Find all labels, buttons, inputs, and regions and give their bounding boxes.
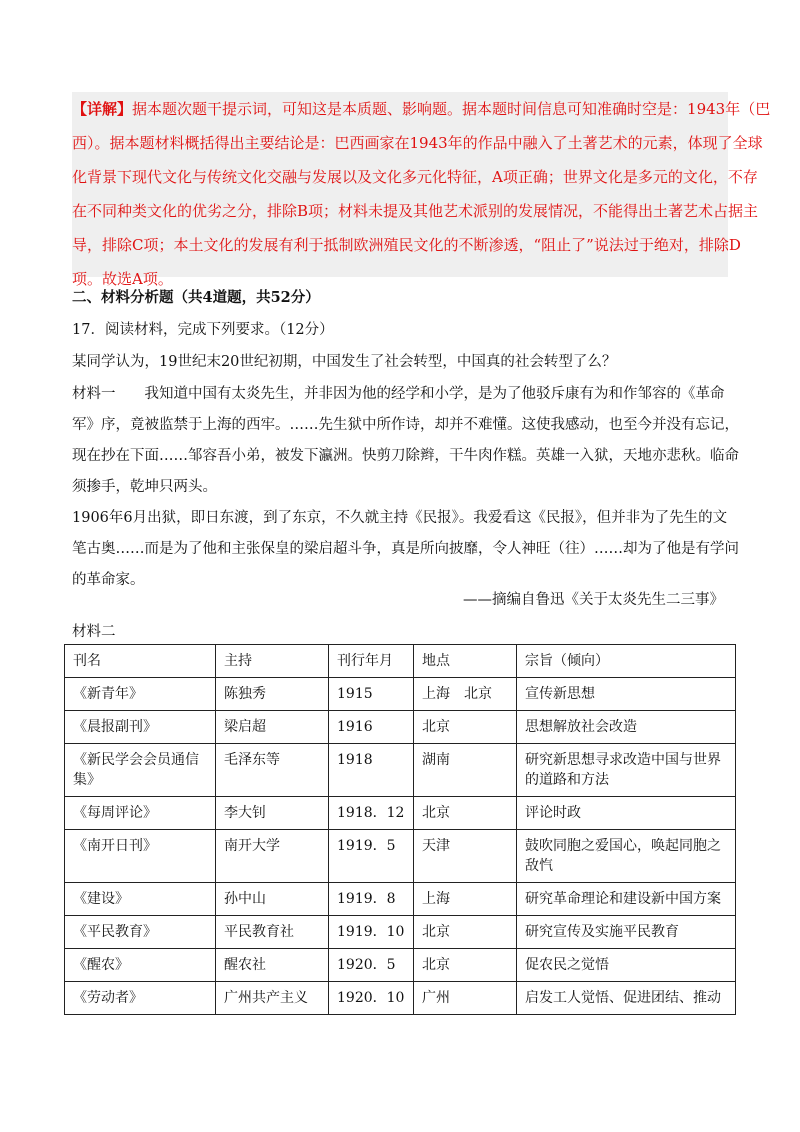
analysis-line: 导，排除C项；本土文化的发展有利于抵制欧洲殖民文化的不断渗透，“阻止了”说法过于绝对，排除D bbox=[72, 236, 741, 254]
table-row bbox=[65, 744, 736, 797]
table-cell: 《新青年》 bbox=[65, 678, 216, 711]
table-cell: 研究宣传及实施平民教育 bbox=[517, 916, 736, 949]
table-cell: 1918 bbox=[329, 744, 414, 797]
table-row bbox=[65, 916, 736, 949]
table-header-cell: 宗旨（倾向） bbox=[517, 645, 736, 678]
question-stem: 17．阅读材料，完成下列要求。（12分） bbox=[72, 322, 334, 338]
table-cell: 广州 bbox=[414, 982, 517, 1015]
table-cell: 北京 bbox=[414, 797, 517, 830]
material1-line: 笔古奥……而是为了他和主张保皇的梁启超斗争，真是所向披靡，令人神旺（往）……却为了他是有学问 bbox=[72, 541, 739, 557]
material2-label: 材料二 bbox=[72, 624, 116, 640]
table-cell: 1916 bbox=[329, 711, 414, 744]
table-header-row bbox=[65, 645, 736, 678]
table-cell: 《每周评论》 bbox=[65, 797, 216, 830]
table-row bbox=[65, 797, 736, 830]
table-cell: 启发工人觉悟、促进团结、推动 bbox=[517, 982, 736, 1015]
table-cell: 1919．5 bbox=[329, 830, 414, 883]
analysis-line: 【详解】据本题次题干提示词，可知这是本质题、影响题。据本题时间信息可知准确时空是：1943年（巴 bbox=[72, 100, 771, 118]
table-cell: 湖南 bbox=[414, 744, 517, 797]
table-cell: 《建设》 bbox=[65, 883, 216, 916]
table-cell: 1915 bbox=[329, 678, 414, 711]
table-cell: 鼓吹同胞之爱国心，唤起同胞之敌忾 bbox=[517, 830, 736, 883]
table-cell: 促农民之觉悟 bbox=[517, 949, 736, 982]
analysis-line: 项。故选A项。 bbox=[72, 270, 173, 288]
material1-line: 材料一 我知道中国有太炎先生，并非因为他的经学和小学，是为了他驳斥康有为和作邹容的《革命 bbox=[72, 386, 725, 402]
table-cell: 研究新思想寻求改造中国与世界的道路和方法 bbox=[517, 744, 736, 797]
analysis-line: 在不同种类文化的优劣之分，排除B项；材料未提及其他艺术派别的发展情况，不能得出土著艺术占据主 bbox=[72, 202, 759, 220]
table-cell: 《南开日刊》 bbox=[65, 830, 216, 883]
analysis-tag: 【详解】 bbox=[72, 100, 133, 118]
question-intro: 某同学认为，19世纪末20世纪初期，中国发生了社会转型，中国真的社会转型了么？ bbox=[72, 354, 617, 370]
table-row bbox=[65, 830, 736, 883]
table-cell: 1918．12 bbox=[329, 797, 414, 830]
table-cell: 上海 bbox=[414, 883, 517, 916]
material1-line: 军》序，竟被监禁于上海的西牢。……先生狱中所作诗，却并不难懂。这使我感动，也至今并没有忘记， bbox=[72, 417, 739, 433]
analysis-line: 化背景下现代文化与传统文化交融与发展以及文化多元化特征，A项正确；世界文化是多元的文化，不存 bbox=[72, 168, 758, 186]
table-cell: 《劳动者》 bbox=[65, 982, 216, 1015]
table-cell: 北京 bbox=[414, 949, 517, 982]
table-cell: 毛泽东等 bbox=[216, 744, 329, 797]
section-title: 二、材料分析题（共4道题，共52分） bbox=[72, 289, 320, 306]
material1-source: ——摘编自鲁迅《关于太炎先生二三事》 bbox=[463, 592, 724, 608]
table-cell: 孙中山 bbox=[216, 883, 329, 916]
table-header-cell: 地点 bbox=[414, 645, 517, 678]
material1-line: 现在抄在下面……邹容吾小弟，被发下瀛洲。快剪刀除辫，干牛肉作糕。英雄一入狱，天地亦悲秋。临命 bbox=[72, 448, 739, 464]
periodicals-table bbox=[64, 644, 736, 1015]
material1-line: 须掺手，乾坤只两头。 bbox=[72, 479, 217, 495]
table-header-cell: 刊名 bbox=[65, 645, 216, 678]
answer-analysis-box bbox=[72, 92, 771, 288]
material1-line: 1906年6月出狱，即日东渡，到了东京，不久就主持《民报》。我爱看这《民报》，但并非为了先生的文 bbox=[72, 510, 728, 526]
table-cell: 《新民学会会员通信集》 bbox=[65, 744, 216, 797]
table-cell: 思想解放社会改造 bbox=[517, 711, 736, 744]
table-cell: 评论时政 bbox=[517, 797, 736, 830]
table-cell: 1920．10 bbox=[329, 982, 414, 1015]
table-cell: 上海 北京 bbox=[414, 678, 517, 711]
table-cell: 北京 bbox=[414, 916, 517, 949]
table-header-cell: 刊行年月 bbox=[329, 645, 414, 678]
table-row bbox=[65, 949, 736, 982]
table-cell: 天津 bbox=[414, 830, 517, 883]
table-header-cell: 主持 bbox=[216, 645, 329, 678]
table-cell: 平民教育社 bbox=[216, 916, 329, 949]
table-row bbox=[65, 678, 736, 711]
table-cell: 《醒农》 bbox=[65, 949, 216, 982]
table-cell: 1919．8 bbox=[329, 883, 414, 916]
table-cell: 陈独秀 bbox=[216, 678, 329, 711]
table-cell: 《平民教育》 bbox=[65, 916, 216, 949]
analysis-line: 西）。据本题材料概括得出主要结论是：巴西画家在1943年的作品中融入了土著艺术的元素，体现了全球 bbox=[72, 134, 763, 152]
material1-line: 的革命家。 bbox=[72, 572, 145, 588]
table-cell: 北京 bbox=[414, 711, 517, 744]
table-cell: 1919．10 bbox=[329, 916, 414, 949]
table-row bbox=[65, 711, 736, 744]
table-cell: 研究革命理论和建设新中国方案 bbox=[517, 883, 736, 916]
table-cell: 醒农社 bbox=[216, 949, 329, 982]
table-cell: 《晨报副刊》 bbox=[65, 711, 216, 744]
table-row bbox=[65, 883, 736, 916]
table-cell: 宣传新思想 bbox=[517, 678, 736, 711]
table-cell: 南开大学 bbox=[216, 830, 329, 883]
table-cell: 广州共产主义 bbox=[216, 982, 329, 1015]
table-cell: 1920．5 bbox=[329, 949, 414, 982]
table-cell: 梁启超 bbox=[216, 711, 329, 744]
table-row bbox=[65, 982, 736, 1015]
table-cell: 李大钊 bbox=[216, 797, 329, 830]
